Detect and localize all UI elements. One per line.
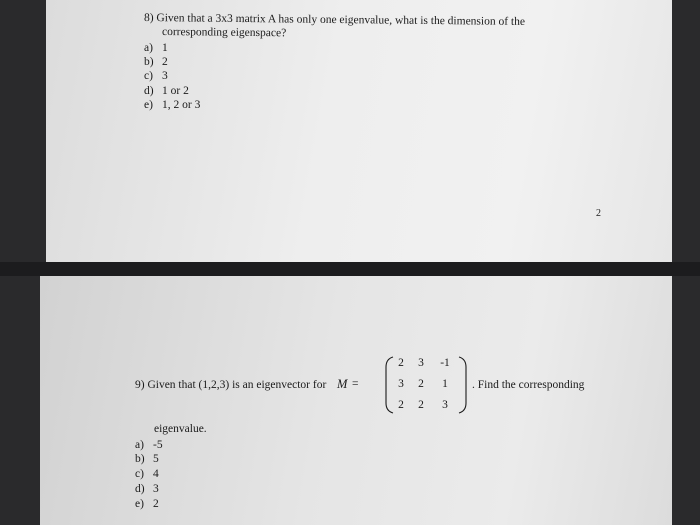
question-9-suffix: . Find the corresponding (472, 379, 585, 391)
equals-sign: = (352, 378, 359, 390)
right-bracket (459, 357, 466, 413)
question-8-text-line1: 8) Given that a 3x3 matrix A has only one eigenvalue, what is the dimension of the (143, 12, 526, 28)
page-upper (46, 0, 672, 262)
matrix-name: M (337, 377, 348, 391)
matrix-m (384, 355, 468, 415)
matrix-cell-r2c1: 3 (398, 378, 404, 390)
question-9-prefix: 9) Given that (1,2,3) is an eigenvector for (135, 379, 327, 391)
matrix-cell-r1c1: 2 (398, 357, 404, 369)
matrix-cell-r3c2: 2 (418, 399, 424, 411)
matrix-cell-r1c2: 3 (418, 357, 424, 369)
matrix-cell-r2c2: 2 (418, 378, 424, 390)
question-8-text-line2: corresponding eigenspace? (161, 26, 287, 40)
matrix-cell-r3c1: 2 (398, 399, 404, 411)
question-9-option-c: c) 4 (135, 468, 159, 480)
left-bracket (386, 357, 393, 413)
question-9-option-b: b) 5 (135, 453, 159, 465)
question-8-option-d: d) 1 or 2 (144, 85, 189, 97)
question-8-option-c: c) 3 (144, 70, 168, 82)
question-8-option-a: a) 1 (144, 42, 168, 54)
question-8-option-b: b) 2 (144, 56, 168, 68)
question-9-option-d: d) 3 (135, 483, 159, 495)
question-9-text-line2: eigenvalue. (154, 423, 207, 435)
page-lower (40, 276, 672, 525)
question-8-option-e: e) 1, 2 or 3 (144, 99, 201, 111)
page-number: 2 (596, 208, 601, 219)
page-gap (0, 262, 700, 276)
matrix-cell-r2c3: 1 (442, 378, 448, 390)
question-9-option-a: a) -5 (135, 439, 163, 451)
matrix-cell-r1c3: -1 (440, 357, 450, 369)
matrix-cell-r3c3: 3 (442, 399, 448, 411)
question-9-option-e: e) 2 (135, 498, 159, 510)
